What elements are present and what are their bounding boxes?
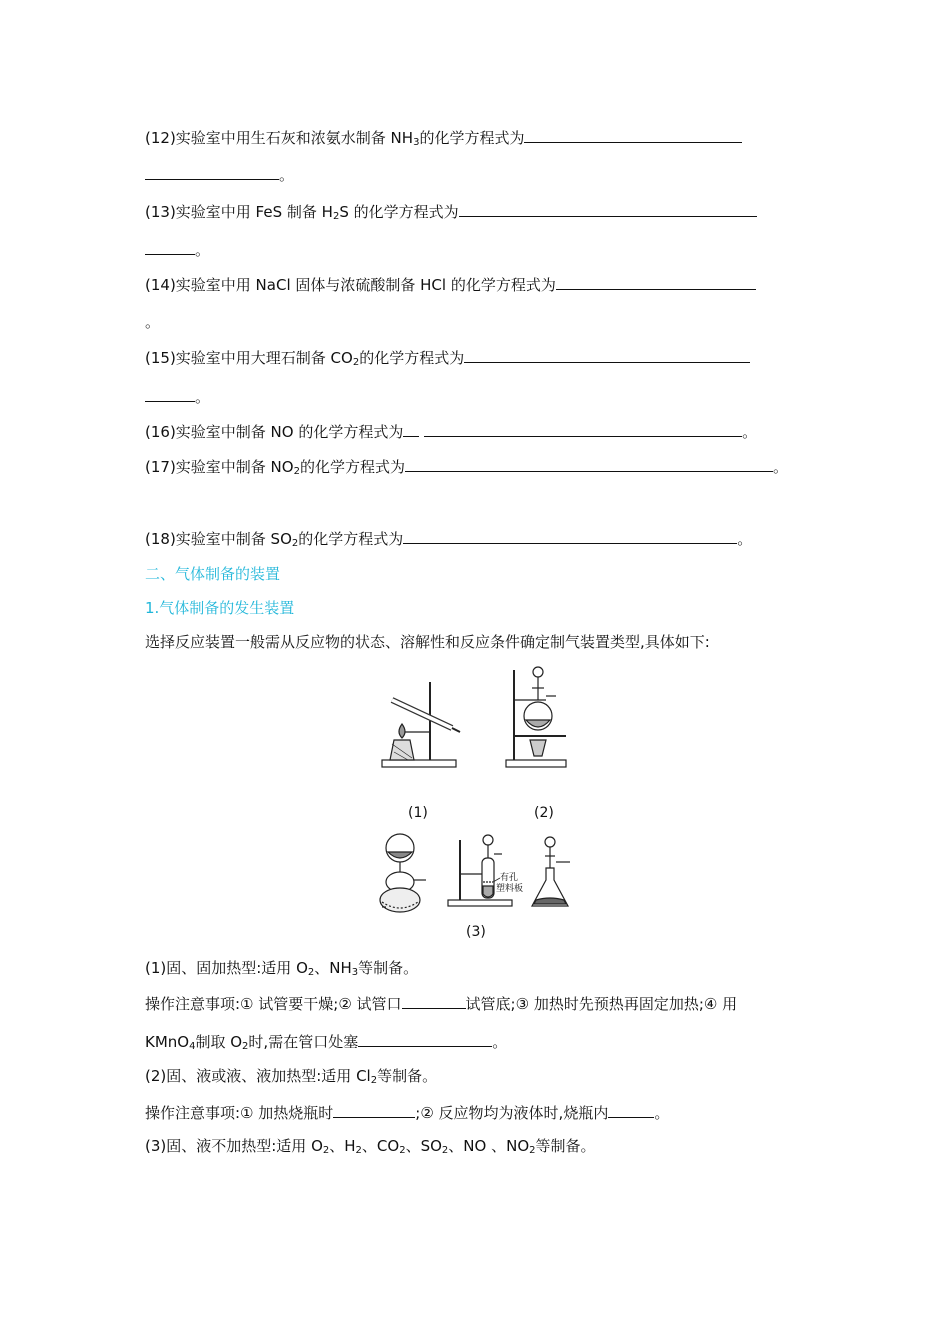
question-16	[145, 420, 757, 442]
note-text: 制取 O	[195, 1033, 243, 1051]
figure-label-3: (3)	[466, 924, 486, 940]
answer-blank[interactable]	[358, 1030, 492, 1047]
subscript: 2	[355, 1145, 362, 1156]
type-text: 等制备。	[535, 1137, 596, 1155]
question-text: S 的化学方程式为	[339, 203, 459, 221]
board-label-line1: 有孔	[500, 873, 519, 883]
answer-blank[interactable]	[145, 238, 195, 255]
answer-blank[interactable]	[464, 346, 750, 363]
subscript: 3	[413, 137, 420, 148]
answer-blank[interactable]	[608, 1101, 654, 1118]
subscript: 2	[399, 1145, 406, 1156]
period: 。	[737, 530, 753, 548]
answer-blank[interactable]	[403, 420, 419, 437]
subscript: 2	[370, 1075, 378, 1086]
question-18	[145, 527, 752, 549]
period: 。	[772, 458, 788, 476]
answer-blank[interactable]	[424, 420, 742, 437]
question-17	[145, 455, 788, 477]
subscript: 2	[332, 211, 340, 222]
subscript: 2	[242, 1041, 249, 1052]
note-1-line-b	[145, 1030, 507, 1052]
period: 。	[195, 388, 211, 406]
type-2-line	[145, 1066, 437, 1086]
answer-blank[interactable]	[556, 273, 756, 290]
subscript: 2	[441, 1145, 449, 1156]
answer-blank[interactable]	[524, 126, 742, 143]
type-text: 、NO 、NO	[448, 1137, 530, 1155]
question-14	[145, 273, 756, 295]
question-14-cont	[145, 312, 160, 332]
type-text: 等制备。	[358, 959, 419, 977]
question-text: (13)实验室中用 FeS 制备 H	[145, 203, 333, 221]
type-text: 、NH	[314, 959, 352, 977]
question-text: 的化学方程式为	[419, 129, 525, 147]
type-text: (1)固、固加热型:适用 O	[145, 959, 308, 977]
subscript: 4	[189, 1041, 196, 1052]
answer-blank[interactable]	[145, 385, 195, 402]
subscript: 2	[291, 538, 299, 549]
period: 。	[279, 166, 295, 184]
question-12	[145, 126, 742, 148]
period: 。	[492, 1033, 508, 1051]
type-1-line	[145, 958, 418, 978]
apparatus-1	[382, 682, 460, 767]
subscript: 2	[352, 357, 360, 368]
answer-blank[interactable]	[402, 992, 466, 1009]
note-text: KMnO	[145, 1033, 190, 1051]
conical-flask	[532, 837, 570, 906]
question-text: (16)实验室中制备 NO 的化学方程式为	[145, 423, 404, 441]
question-text: 的化学方程式为	[298, 530, 404, 548]
question-15	[145, 346, 750, 368]
subscript: 3	[351, 967, 359, 978]
type-text: 、CO	[361, 1137, 400, 1155]
question-13	[145, 200, 757, 222]
type-text: (2)固、液或液、液加热型:适用 Cl	[145, 1067, 371, 1085]
period: 。	[195, 241, 211, 259]
subscript: 2	[322, 1145, 330, 1156]
period: 。	[145, 313, 161, 331]
figure-label-2: (2)	[534, 805, 554, 821]
section-subheading: 1.气体制备的发生装置	[145, 599, 295, 617]
answer-blank[interactable]	[333, 1101, 415, 1118]
board-label-line2: 塑料板	[496, 884, 524, 894]
period: 。	[654, 1104, 670, 1122]
question-13-cont	[145, 238, 210, 260]
note-text: 操作注意事项:① 加热烧瓶时	[145, 1104, 334, 1122]
type-text: 、H	[329, 1137, 356, 1155]
note-1-line-a	[145, 992, 737, 1014]
answer-blank[interactable]	[419, 527, 737, 544]
section-heading: 二、气体制备的装置	[145, 565, 281, 583]
subscript: 2	[293, 466, 300, 477]
note-text: ;② 反应物均为液体时,烧瓶内	[415, 1104, 609, 1122]
question-text: (18)实验室中制备 SO	[145, 530, 292, 548]
tube-with-board	[448, 835, 512, 906]
answer-blank[interactable]	[459, 200, 757, 217]
answer-blank[interactable]	[145, 163, 279, 180]
note-text: 操作注意事项:① 试管要干燥;② 试管口	[145, 995, 402, 1013]
note-text: 试管底;③ 加热时先预热再固定加热;④ 用	[465, 995, 738, 1013]
question-12-cont	[145, 163, 294, 185]
question-text: (15)实验室中用大理石制备 CO	[145, 349, 353, 367]
type-3-line	[145, 1136, 596, 1156]
subscript: 2	[529, 1145, 536, 1156]
question-text: (17)实验室中制备 NO	[145, 458, 294, 476]
question-15-cont	[145, 385, 210, 407]
apparatus-2	[506, 667, 566, 767]
kipp-generator	[380, 834, 426, 912]
note-text: 时,需在管口处塞	[248, 1033, 359, 1051]
answer-blank[interactable]	[405, 455, 773, 472]
note-2-line	[145, 1101, 669, 1123]
question-text: 的化学方程式为	[299, 458, 405, 476]
period: 。	[742, 423, 758, 441]
question-text: (12)实验室中用生石灰和浓氨水制备 NH	[145, 129, 414, 147]
question-text: 的化学方程式为	[359, 349, 465, 367]
answer-blank[interactable]	[403, 527, 419, 544]
type-text: 、SO	[405, 1137, 442, 1155]
apparatus-figure	[370, 660, 590, 945]
type-text: 等制备。	[377, 1067, 438, 1085]
question-text: (14)实验室中用 NaCl 固体与浓硫酸制备 HCl 的化学方程式为	[145, 276, 556, 294]
figure-label-1: (1)	[408, 805, 428, 821]
type-text: (3)固、液不加热型:适用 O	[145, 1137, 323, 1155]
intro-paragraph: 选择反应装置一般需从反应物的状态、溶解性和反应条件确定制气装置类型,具体如下:	[145, 633, 710, 651]
subscript: 2	[307, 967, 315, 978]
